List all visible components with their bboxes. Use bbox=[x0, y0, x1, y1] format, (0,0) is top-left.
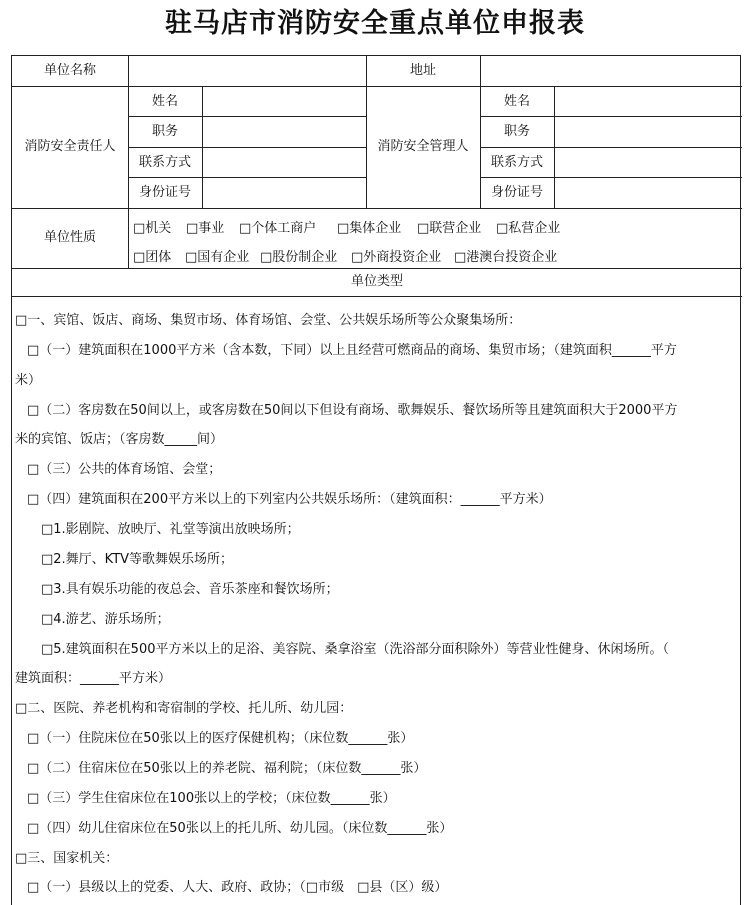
category-1-item-2[interactable]: □（二）客房数在50间以上，或客房数在50间以下但设有商场、歌舞娱乐、餐饮场所等且建筑面积大于2000平方 bbox=[27, 403, 678, 418]
nature-option-organization[interactable]: □团体 bbox=[133, 250, 172, 265]
category-2-heading[interactable]: □二、医院、养老机构和寄宿制的学校、托儿所、幼儿园： bbox=[15, 701, 353, 716]
nature-option-foreign[interactable]: □外商投资企业 bbox=[351, 250, 442, 265]
category-2-item-1[interactable]: □（一）住院床位在50张以上的医疗保健机构；（床位数______张） bbox=[27, 731, 414, 746]
unit-type-label: 单位类型 bbox=[350, 274, 403, 289]
category-1-heading[interactable]: □一、宾馆、饭店、商场、集贸市场、体育场馆、会堂、公共娱乐场所等公众聚集场所： bbox=[15, 313, 522, 328]
responsible-position-label: 职务 bbox=[151, 124, 178, 139]
nature-option-individual-business[interactable]: □个体工商户 bbox=[239, 221, 317, 236]
nature-option-private[interactable]: □私营企业 bbox=[496, 221, 561, 236]
manager-id-label: 身份证号 bbox=[490, 185, 543, 200]
nature-option-hk-macao-taiwan[interactable]: □港澳台投资企业 bbox=[454, 250, 558, 265]
category-1-item-4-sub-3[interactable]: □3.具有娱乐功能的夜总会、音乐茶座和餐饮场所； bbox=[41, 582, 339, 597]
category-3-item-1[interactable]: □（一）县级以上的党委、人大、政府、政协；（□市级 □县（区）级） bbox=[27, 880, 448, 895]
responsible-name-label: 姓名 bbox=[151, 94, 178, 109]
category-3-heading[interactable]: □三、国家机关： bbox=[15, 851, 119, 866]
fire-safety-manager-label: 消防安全管理人 bbox=[377, 139, 469, 154]
category-1-item-4-sub-1[interactable]: □1.影剧院、放映厅、礼堂等演出放映场所； bbox=[41, 522, 300, 537]
category-1-item-4[interactable]: □（四）建筑面积在200平方米以上的下列室内公共娱乐场所：（建筑面积：______平方米） bbox=[27, 492, 552, 507]
nature-option-state-owned[interactable]: □国有企业 bbox=[185, 250, 250, 265]
nature-option-institution[interactable]: □事业 bbox=[186, 221, 225, 236]
manager-name-label: 姓名 bbox=[503, 94, 530, 109]
manager-contact-label: 联系方式 bbox=[490, 155, 543, 170]
category-2-item-2[interactable]: □（二）住宿床位在50张以上的养老院、福利院；（床位数______张） bbox=[27, 761, 427, 776]
category-1-item-4-sub-2[interactable]: □2.舞厅、KTV等歌舞娱乐场所； bbox=[41, 552, 234, 567]
category-1-item-3[interactable]: □（三）公共的体育场馆、会堂； bbox=[27, 462, 222, 477]
unit-nature-label: 单位性质 bbox=[43, 230, 96, 245]
nature-option-collective[interactable]: □集体企业 bbox=[337, 221, 402, 236]
nature-option-government[interactable]: □机关 bbox=[133, 221, 172, 236]
nature-option-joint[interactable]: □联营企业 bbox=[417, 221, 482, 236]
responsible-contact-label: 联系方式 bbox=[138, 155, 191, 170]
nature-option-joint-stock[interactable]: □股份制企业 bbox=[260, 250, 338, 265]
category-1-item-1-cont: 米） bbox=[15, 373, 42, 388]
category-1-item-4-sub-5-cont: 建筑面积：______平方米） bbox=[15, 671, 172, 686]
category-1-item-4-sub-5[interactable]: □5.建筑面积在500平方米以上的足浴、美容院、桑拿浴室（洗浴部分面积除外）等营业性健身、休闲场所。（ bbox=[41, 642, 669, 657]
category-1-item-4-sub-4[interactable]: □4.游艺、游乐场所； bbox=[41, 612, 170, 627]
category-1-item-2-cont: 米的宾馆、饭店；（客房数_____间） bbox=[15, 432, 224, 447]
unit-name-label: 单位名称 bbox=[43, 63, 96, 78]
page-title: 驻马店市消防安全重点单位申报表 bbox=[165, 8, 585, 39]
fire-safety-responsible-label: 消防安全责任人 bbox=[24, 139, 116, 154]
address-label: 地址 bbox=[409, 63, 436, 78]
category-1-item-1[interactable]: □（一）建筑面积在1000平方米（含本数，下同）以上且经营可燃商品的商场、集贸市场；（建筑面积______平方 bbox=[27, 343, 677, 358]
responsible-id-label: 身份证号 bbox=[138, 185, 191, 200]
category-2-item-4[interactable]: □（四）幼儿住宿床位在50张以上的托儿所、幼儿园。（床位数______张） bbox=[27, 821, 453, 836]
category-2-item-3[interactable]: □（三）学生住宿床位在100张以上的学校；（床位数______张） bbox=[27, 791, 396, 806]
manager-position-label: 职务 bbox=[503, 124, 530, 139]
